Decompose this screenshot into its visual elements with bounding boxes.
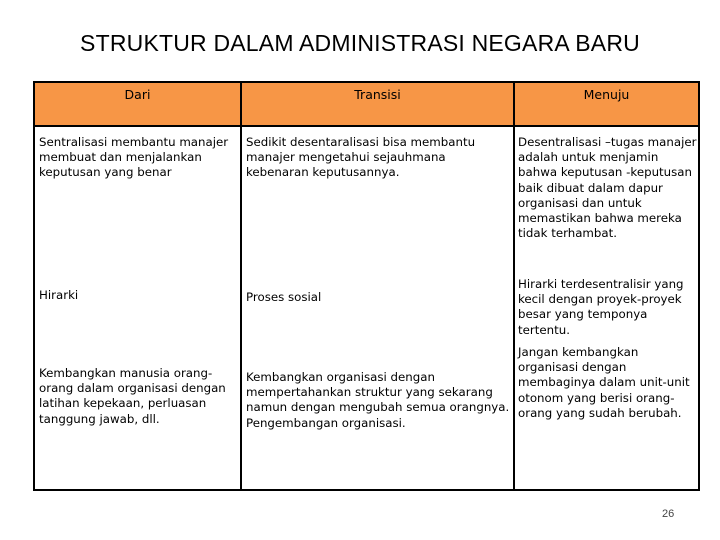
cell-row2-transisi: Proses sosial [246,290,322,304]
header-menuju: Menuju [583,87,630,102]
cell-row3-transisi: Kembangkan organisasi dengan mempertahankan struktur yang sekarang namun dengan mengubah semua orangnya. Pengembangan organisasi. [246,370,510,430]
cell-row1-menuju: Desentralisasi –tugas manajer adalah untuk menjamin bahwa keputusan -keputusan baik dibuat dalam dapur organisasi dan untuk memastikan bahwa mereka tidak terhambat. [518,135,697,241]
table-header-row [35,83,698,127]
page-title: STRUKTUR DALAM ADMINISTRASI NEGARA BARU [80,30,640,56]
page-number: 26 [662,508,675,520]
cell-row1-dari: Sentralisasi membantu manajer membuat dan menjalankan keputusan yang benar [39,135,229,180]
header-transisi: Transisi [354,87,401,102]
cell-row1-transisi: Sedikit desentaralisasi bisa membantu manajer mengetahui sejauhmana kebenaran keputusannya. [246,135,476,180]
cell-row2-dari: Hirarki [39,288,79,302]
cell-row2-menuju: Hirarki terdesentralisir yang kecil dengan proyek-proyek besar yang temponya tertentu. [518,277,684,337]
header-dari: Dari [124,87,151,102]
column-divider [240,83,242,489]
column-divider [513,83,515,489]
cell-row3-menuju: Jangan kembangkan organisasi dengan membaginya dalam unit-unit otonom yang berisi orang-orang yang sudah berubah. [518,345,690,420]
cell-row3-dari: Kembangkan manusia orang-orang dalam organisasi dengan latihan kepekaan, perluasan tanggung jawab, dll. [39,366,226,426]
comparison-table [33,81,700,491]
